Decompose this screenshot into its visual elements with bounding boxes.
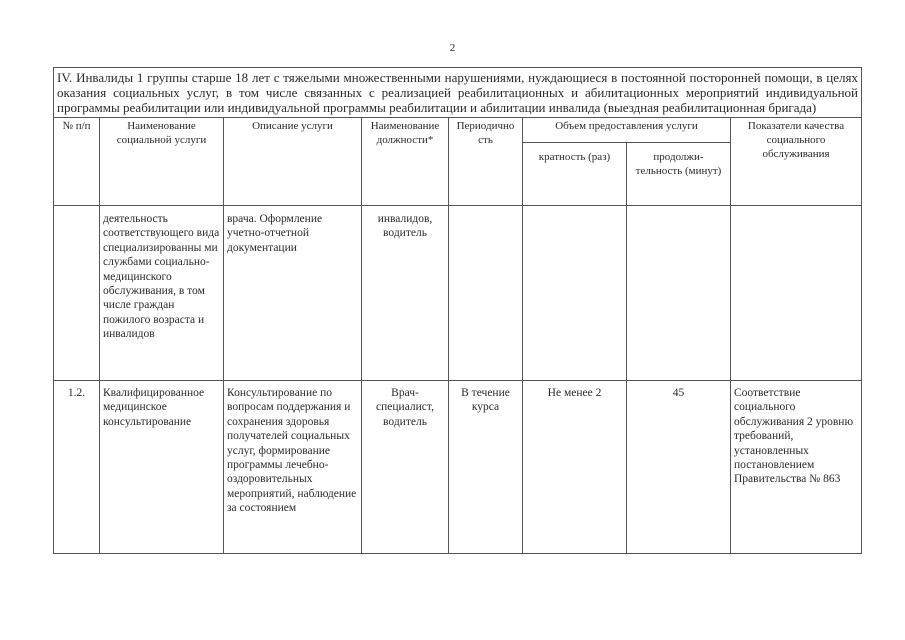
cell-quality: Соответствие социального обслуживания 2 уровню требований, установленных постановлением Правительства № 863 <box>731 381 862 554</box>
header-duration: продолжи- тельность (минут) <box>627 143 731 206</box>
header-quality: Показатели качества социального обслуживания <box>731 118 862 206</box>
table-row <box>54 381 862 554</box>
cell-num: 1.2. <box>54 381 100 554</box>
header-num: № п/п <box>54 118 100 206</box>
header-periodicity: Периодично сть <box>449 118 523 206</box>
cell-quality <box>731 206 862 381</box>
cell-periodicity: В течение курса <box>449 381 523 554</box>
cell-duration <box>627 206 731 381</box>
cell-description: Консультирование по вопросам поддержания и сохранения здоровья получателей социальных услуг, формирование программы лечебно-оздоровительных мероприятий, наблюдение за состоянием <box>224 381 362 554</box>
header-multiplicity: кратность (раз) <box>523 143 627 206</box>
page-number: 2 <box>449 42 456 54</box>
header-volume: Объем предоставления услуги <box>523 118 731 143</box>
header-description: Описание услуги <box>224 118 362 206</box>
cell-service-name: деятельность соответствующего вида специализированны ми службами социально-медицинского обслуживания, в том числе граждан пожилого возраста и инвалидов <box>100 206 224 381</box>
section-title-row <box>54 68 862 118</box>
header-row <box>54 118 862 143</box>
cell-multiplicity <box>523 206 627 381</box>
table-row <box>54 206 862 381</box>
cell-duration: 45 <box>627 381 731 554</box>
cell-position: инвалидов, водитель <box>362 206 449 381</box>
cell-service-name: Квалифицированное медицинское консультирование <box>100 381 224 554</box>
section-title: IV. Инвалиды 1 группы старше 18 лет с тяжелыми множественными нарушениями, нуждающиеся в постоянной посторонней помощи, в целях оказания социальных услуг, в том числе связанных с реализацией реабилитационных и абилитационных мероприятий индивидуальной программы реабилитации или индивидуальной программы реабилитации и абилитации инвалида (выездная реабилитационная бригада) <box>54 68 862 118</box>
cell-periodicity <box>449 206 523 381</box>
header-service-name: Наименование социальной услуги <box>100 118 224 206</box>
header-position: Наименование должности* <box>362 118 449 206</box>
services-table <box>53 67 862 554</box>
cell-position: Врач-специалист, водитель <box>362 381 449 554</box>
cell-description: врача. Оформление учетно-отчетной документации <box>224 206 362 381</box>
cell-num <box>54 206 100 381</box>
cell-multiplicity: Не менее 2 <box>523 381 627 554</box>
